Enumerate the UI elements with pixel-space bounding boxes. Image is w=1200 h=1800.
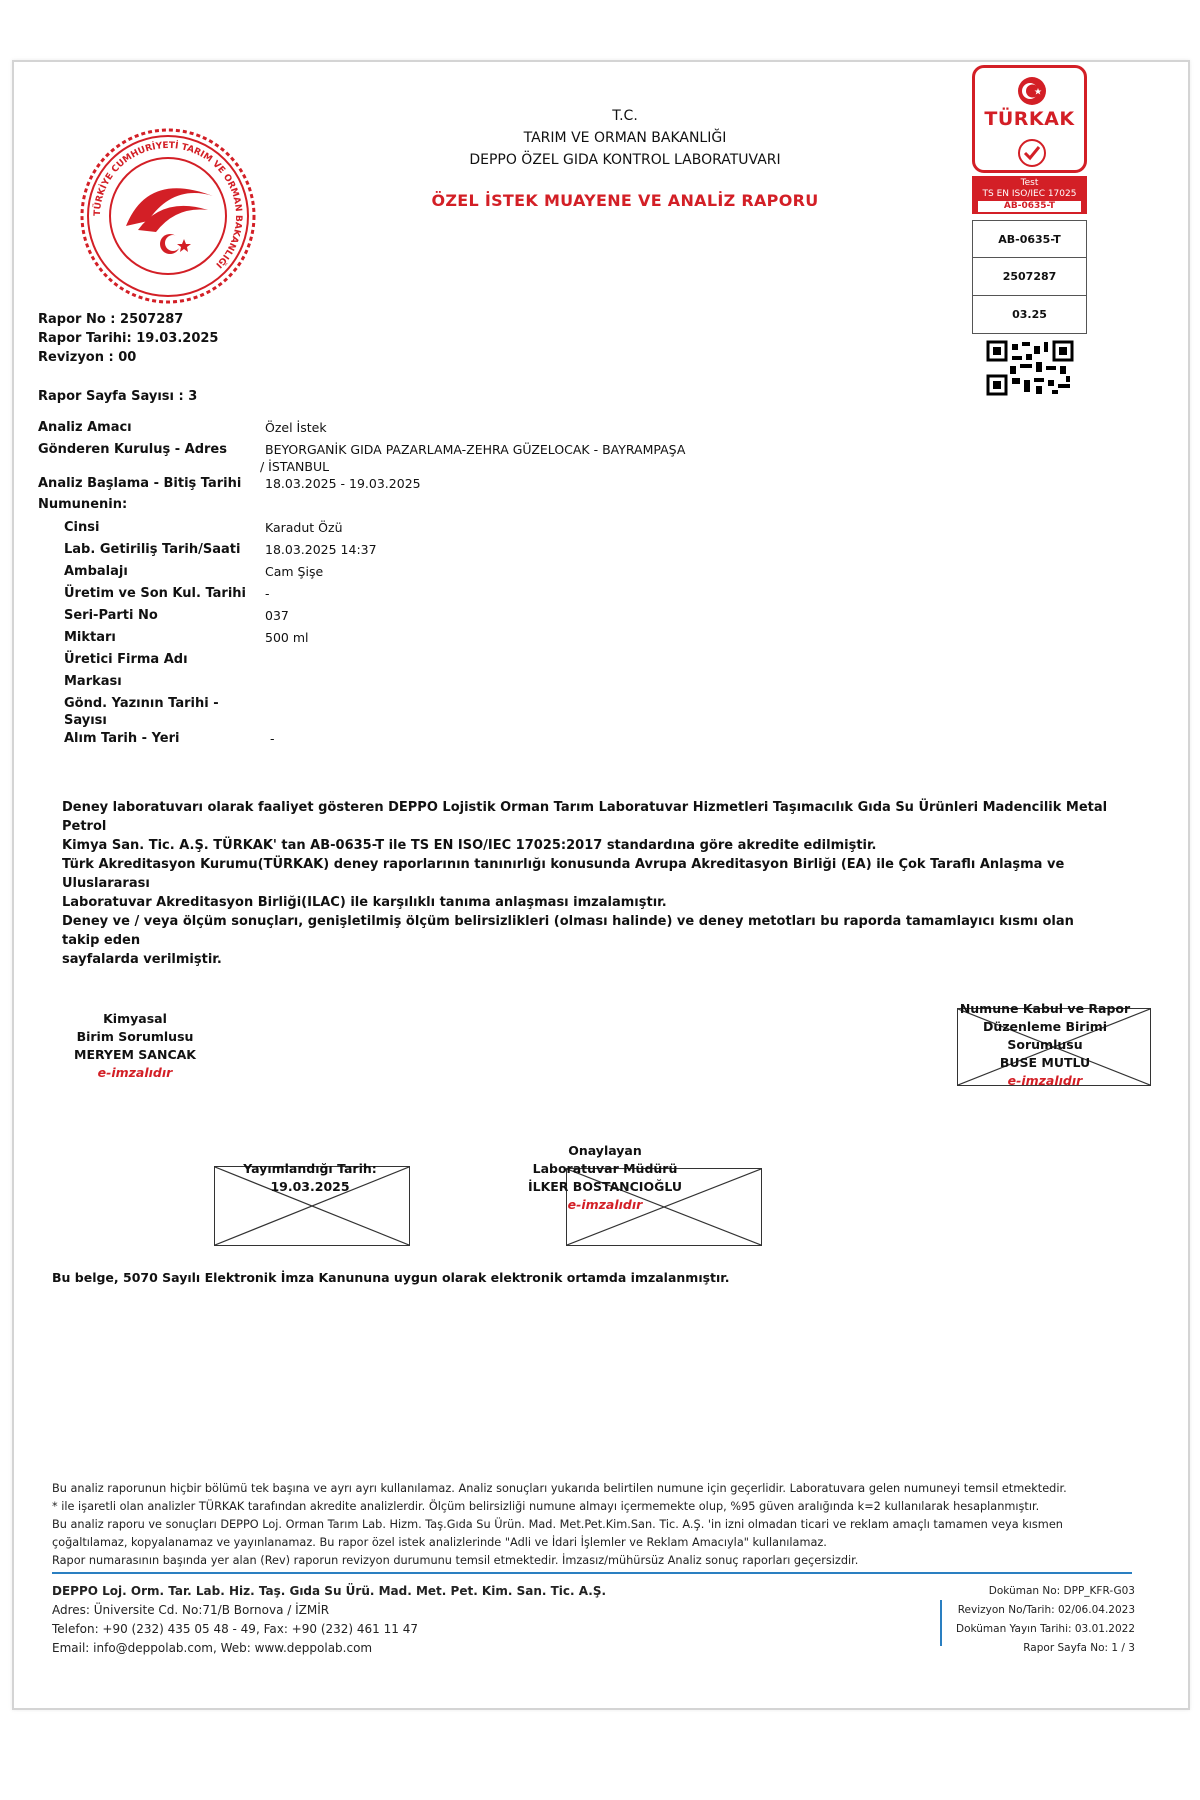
- label-uretici: Üretici Firma Adı: [64, 652, 188, 667]
- company-email: Email: info@deppolab.com, Web: www.deppolab.com: [52, 1641, 373, 1655]
- doc-publish-date: Doküman Yayın Tarihi: 03.01.2022: [955, 1623, 1135, 1635]
- sig-approver-role: Laboratuvar Müdürü: [532, 1161, 678, 1176]
- value-gonderen-1: BEYORGANİK GIDA PAZARLAMA-ZEHRA GÜZELOCAK - BAYRAMPAŞA: [265, 442, 686, 457]
- turkak-cell-code: AB-0635-T: [972, 220, 1087, 258]
- header-lab: DEPPO ÖZEL GIDA KONTROL LABORATUVARI: [469, 152, 781, 168]
- turkak-cell-date: 03.25: [972, 296, 1087, 334]
- page-count: Rapor Sayfa Sayısı : 3: [38, 389, 198, 404]
- value-analiz-amaci: Özel İstek: [265, 420, 327, 435]
- label-gonderen: Gönderen Kuruluş - Adres: [38, 442, 227, 457]
- footer-note-3: Bu analiz raporu ve sonuçları DEPPO Loj. Orman Tarım Lab. Hizm. Taş.Gıda Su Ürün. Mad. Met.Pet.Kim.San. Tic. A.Ş. 'in izni olmadan ticari ve reklam amaçlı tamamen veya kısmen: [52, 1518, 1063, 1531]
- report-date: Rapor Tarihi: 19.03.2025: [38, 331, 219, 346]
- publish-date: [230, 1160, 390, 1196]
- revision: Revizyon : 00: [38, 350, 137, 365]
- sig-numune-l1: Numune Kabul ve Rapor: [959, 1001, 1131, 1016]
- doc-revision: Revizyon No/Tarih: 02/06.04.2023: [957, 1604, 1135, 1616]
- company-name: DEPPO Loj. Orm. Tar. Lab. Hiz. Taş. Gıda Su Ürü. Mad. Met. Pet. Kim. San. Tic. A.Ş.: [52, 1584, 607, 1598]
- header-ministry: TARIM VE ORMAN BAKANLIĞI: [523, 130, 727, 146]
- signature-kimyasal: [60, 1010, 210, 1082]
- label-uretim: Üretim ve Son Kul. Tarihi: [64, 586, 246, 601]
- report-number: Rapor No : 2507287: [38, 312, 184, 327]
- footer-notes: [52, 1480, 1132, 1570]
- checkmark-icon: [1017, 138, 1047, 168]
- value-getiris: 18.03.2025 14:37: [265, 542, 377, 557]
- turkak-logo-text: TÜRKAK: [984, 108, 1075, 130]
- badge-code: AB-0635-T: [978, 201, 1081, 212]
- accreditation-statement: [62, 798, 1112, 969]
- turkak-accreditation-box: [972, 65, 1087, 400]
- value-tarih: 18.03.2025 - 19.03.2025: [265, 476, 421, 491]
- para-1b: Kimya San. Tic. A.Ş. TÜRKAK' tan AB-0635-T ile TS EN ISO/IEC 17025:2017 standardına göre akredite edilmiştir.: [62, 838, 877, 853]
- value-seri: 037: [265, 608, 289, 623]
- sig-kimyasal-title: Kimyasal: [103, 1011, 167, 1026]
- publish-date-label: Yayımlandığı Tarih:: [243, 1161, 377, 1176]
- label-gond-1: Gönd. Yazının Tarihi -: [64, 696, 219, 711]
- label-getiris: Lab. Getiriliş Tarih/Saati: [64, 542, 241, 557]
- value-ambalaji: Cam Şişe: [265, 564, 324, 579]
- value-miktari: 500 ml: [265, 630, 309, 645]
- label-tarih: Analiz Başlama - Bitiş Tarihi: [38, 476, 242, 491]
- ministry-seal-logo: [78, 126, 258, 306]
- signature-numune: [940, 1000, 1150, 1090]
- report-title: ÖZEL İSTEK MUAYENE VE ANALİZ RAPORU: [431, 191, 819, 210]
- doc-number: Doküman No: DPP_KFR-G03: [988, 1585, 1135, 1597]
- footer-note-4: çoğaltılamaz, kopyalanamaz ve yayınlanamaz. Bu rapor özel istek analizlerinde "Adli ve İdari İşlemler ve Reklam Amacıyla" kullanılamaz.: [52, 1536, 827, 1549]
- footer-note-2: * ile işaretli olan analizler TÜRKAK tarafından akredite analizlerdir. Ölçüm belirsizliği numune almayı içermemekte olup, %95 güven aralığında k=2 kullanılarak hesaplanmıştır.: [52, 1500, 1040, 1513]
- label-alim: Alım Tarih - Yeri: [64, 731, 180, 746]
- sig-approver-esig: e-imzalıdır: [567, 1197, 643, 1212]
- value-alim: -: [270, 731, 275, 746]
- footer-note-1: Bu analiz raporunun hiçbir bölümü tek başına ve ayrı ayrı kullanılamaz. Analiz sonuçları yukarıda belirtilen numune için geçerlidir. Laboratuvara gelen numuneyi temsil etmektedir.: [52, 1482, 1067, 1495]
- doc-page-number: Rapor Sayfa No: 1 / 3: [1023, 1642, 1135, 1654]
- value-uretim: -: [265, 586, 270, 601]
- signature-approver: [505, 1142, 705, 1214]
- label-numunenin: Numunenin:: [38, 497, 128, 512]
- company-address: Adres: Üniversite Cd. No:71/B Bornova / İZMİR: [52, 1603, 330, 1617]
- company-phone: Telefon: +90 (232) 435 05 48 - 49, Fax: +90 (232) 461 11 47: [52, 1622, 418, 1636]
- badge-test: Test: [1020, 178, 1039, 188]
- seal-text: TÜRKİYE CUMHURİYETİ TARIM VE ORMAN BAKANLIĞI: [92, 140, 244, 270]
- label-seri: Seri-Parti No: [64, 608, 158, 623]
- sig-numune-esig: e-imzalıdır: [1007, 1073, 1083, 1088]
- qr-code-icon: [986, 340, 1074, 396]
- para-2a: Türk Akreditasyon Kurumu(TÜRKAK) deney raporlarının tanınırlığı konusunda Avrupa Akreditasyon Birliği (EA) ile Çok Taraflı Anlaşma ve Uluslararası: [62, 857, 1065, 891]
- company-info: [52, 1582, 606, 1658]
- para-3a: Deney ve / veya ölçüm sonuçları, genişletilmiş ölçüm belirsizlikleri (olması halinde) ve deney metotları bu raporda tamamlayıcı kısmı olan takip eden: [62, 914, 1074, 948]
- label-gond-2: Sayısı: [64, 713, 107, 728]
- sig-approver-name: İLKER BOSTANCIOĞLU: [527, 1179, 683, 1194]
- publish-date-value: 19.03.2025: [270, 1179, 350, 1194]
- badge-standard: TS EN ISO/IEC 17025: [982, 189, 1077, 199]
- para-1a: Deney laboratuvarı olarak faaliyet gösteren DEPPO Lojistik Orman Tarım Laboratuvar Hizmetleri Taşımacılık Gıda Su Ürünleri Madencilik Metal Petrol: [62, 800, 1108, 834]
- value-cinsi: Karadut Özü: [265, 520, 343, 535]
- header-tc: T.C.: [612, 108, 638, 124]
- para-3b: sayfalarda verilmiştir.: [62, 952, 222, 967]
- sig-numune-name: BUSE MUTLU: [999, 1055, 1091, 1070]
- value-gonderen-2: / İSTANBUL: [260, 459, 330, 474]
- footer-note-5: Rapor numarasının başında yer alan (Rev) raporun revizyon durumunu temsil etmektedir. İmzasız/mühürsüz Analiz sonuç raporları geçersizdir.: [52, 1554, 859, 1567]
- sig-approver-title: Onaylayan: [568, 1143, 642, 1158]
- turkak-cell-report-no: 2507287: [972, 258, 1087, 296]
- sig-numune-l2: Düzenleme Birimi: [982, 1019, 1108, 1034]
- document-info: [955, 1582, 1135, 1658]
- crescent-star-icon: [1017, 76, 1047, 106]
- footer-divider: [52, 1572, 1132, 1574]
- report-header: [420, 105, 830, 210]
- sig-kimyasal-name: MERYEM SANCAK: [74, 1047, 196, 1062]
- docinfo-divider: [940, 1600, 942, 1646]
- sig-kimyasal-role: Birim Sorumlusu: [76, 1029, 194, 1044]
- sig-numune-l3: Sorumlusu: [1007, 1037, 1083, 1052]
- turkak-logo: [972, 65, 1087, 173]
- label-cinsi: Cinsi: [64, 520, 100, 535]
- e-signature-note: Bu belge, 5070 Sayılı Elektronik İmza Kanununa uygun olarak elektronik ortamda imzalanmıştır.: [52, 1270, 730, 1285]
- para-2b: Laboratuvar Akreditasyon Birliği(ILAC) ile karşılıklı tanıma anlaşması imzalamıştır.: [62, 895, 667, 910]
- label-analiz-amaci: Analiz Amacı: [38, 420, 132, 435]
- label-miktari: Miktarı: [64, 630, 116, 645]
- label-ambalaji: Ambalajı: [64, 564, 128, 579]
- turkak-badge: [972, 176, 1087, 214]
- sig-kimyasal-esig: e-imzalıdır: [97, 1065, 173, 1080]
- label-markasi: Markası: [64, 674, 122, 689]
